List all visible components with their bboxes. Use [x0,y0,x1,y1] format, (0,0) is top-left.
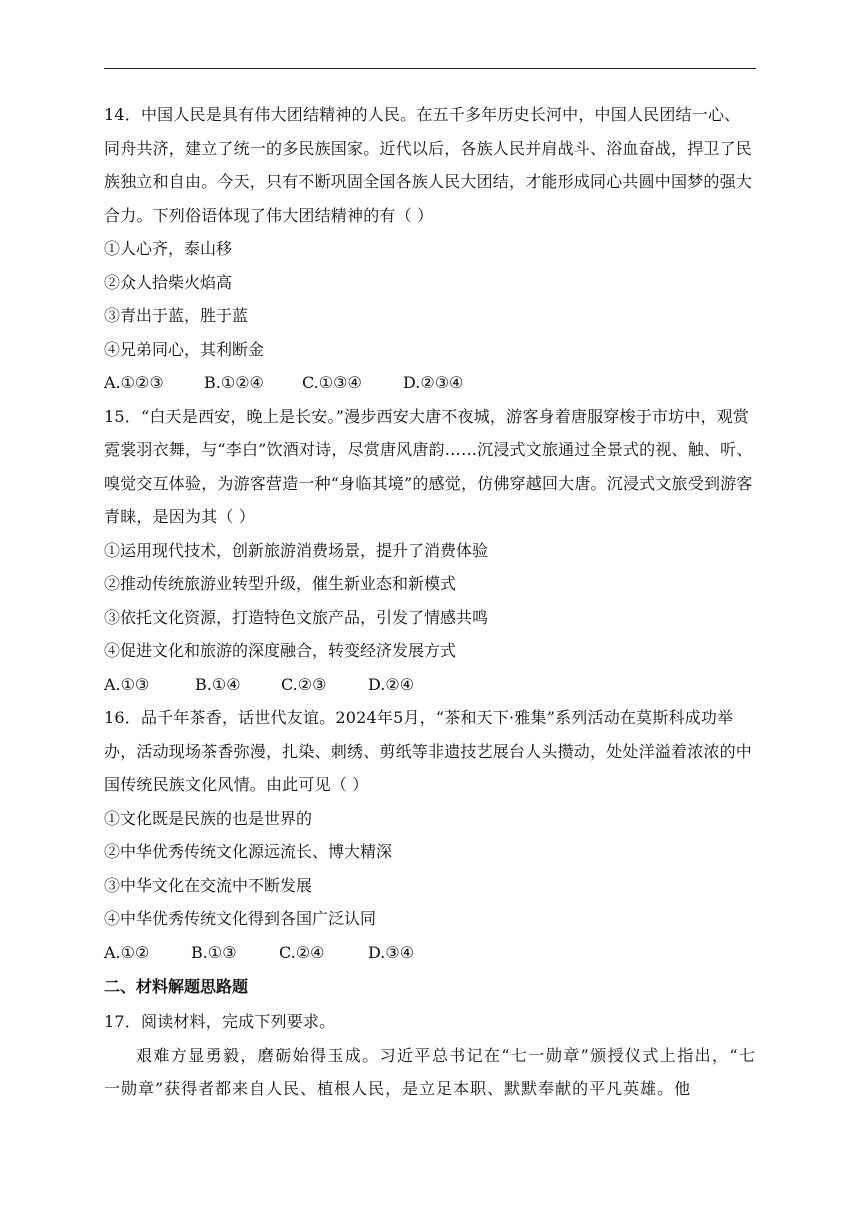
choice-b: B.①③ [191,942,237,962]
question-16 [104,701,756,969]
question-14-stem: 14．中国人民是具有伟大团结精神的人民。在五千多年历史长河中，中国人民团结一心、同舟共济，建立了统一的多民族国家。近代以后，各族人民并肩战斗、浴血奋战，捍卫了民族独立和自由。今天，只有不断巩固全国各族人民大团结，才能形成同心共圆中国梦的强大合力。下列俗语体现了伟大团结精神的有（ ） [104,105,753,225]
choice-d: D.③④ [368,942,415,962]
choice-d: D.②④ [368,674,415,694]
question-16-option-1: ①文化既是民族的也是世界的 [104,808,313,828]
question-14-option-2: ②众人拾柴火焰高 [104,272,233,292]
choice-a: A.①② [104,942,150,962]
choice-c: C.②③ [281,674,327,694]
question-15-stem: 15．“白天是西安，晚上是长安。”漫步西安大唐不夜城，游客身着唐服穿梭于市坊中，观赏霓裳羽衣舞，与“李白”饮酒对诗，尽赏唐风唐韵……沉浸式文旅通过全景式的视、触、听、嗅觉交互体验，为游客营造一种“身临其境”的感觉，仿佛穿越回大唐。沉浸式文旅受到游客青睐，是因为其（ ） [104,406,753,526]
question-14 [104,98,756,400]
question-16-choices [104,936,756,970]
choice-d: D.②③④ [403,373,464,392]
choice-b: B.①④ [195,674,241,694]
choice-c: C.②④ [279,942,325,962]
question-15-option-3: ③依托文化资源，打造特色文旅产品，引发了情感共鸣 [104,607,489,627]
question-14-option-3: ③青出于蓝，胜于蓝 [104,306,249,325]
question-17-material: 艰难方显勇毅，磨砺始得玉成。习近平总书记在“七一勋章”颁授仪式上指出，“七一勋章”获得者都来自人民、植根人民，是立足本职、默默奉献的平凡英雄。他 [104,1045,756,1098]
question-16-option-2: ②中华优秀传统文化源远流长、博大精深 [104,842,393,861]
header-rule [104,68,756,69]
section-heading: 二、材料解题思路题 [104,977,249,996]
choice-b: B.①②④ [204,373,264,392]
question-16-option-3: ③中华文化在交流中不断发展 [104,875,313,895]
choice-a: A.①③ [104,674,150,694]
question-15 [104,400,756,702]
question-15-option-4: ④促进文化和旅游的深度融合，转变经济发展方式 [104,641,457,660]
question-17-stem: 17．阅读材料，完成下列要求。 [104,1012,336,1031]
question-17 [104,1005,756,1106]
question-14-choices [104,366,756,400]
choice-c: C.①③④ [302,373,362,392]
choice-a: A.①②③ [104,373,164,392]
question-14-option-1: ①人心齐，泰山移 [104,239,233,258]
question-16-option-4: ④中华优秀传统文化得到各国广泛认同 [104,909,377,928]
document-body [104,98,756,1106]
question-15-choices [104,668,756,702]
question-15-option-1: ①运用现代技术，创新旅游消费场景，提升了消费体验 [104,540,489,560]
question-16-stem: 16．品千年茶香，话世代友谊。2024年5月，“茶和天下·雅集”系列活动在莫斯科成功举办，活动现场茶香弥漫，扎染、刺绣、剪纸等非遗技艺展台人头攒动，处处洋溢着浓浓的中国传统民族文化风情。由此可见（ ） [104,708,753,794]
question-15-option-2: ②推动传统旅游业转型升级，催生新业态和新模式 [104,574,457,593]
question-14-option-4: ④兄弟同心，其利断金 [104,339,265,359]
